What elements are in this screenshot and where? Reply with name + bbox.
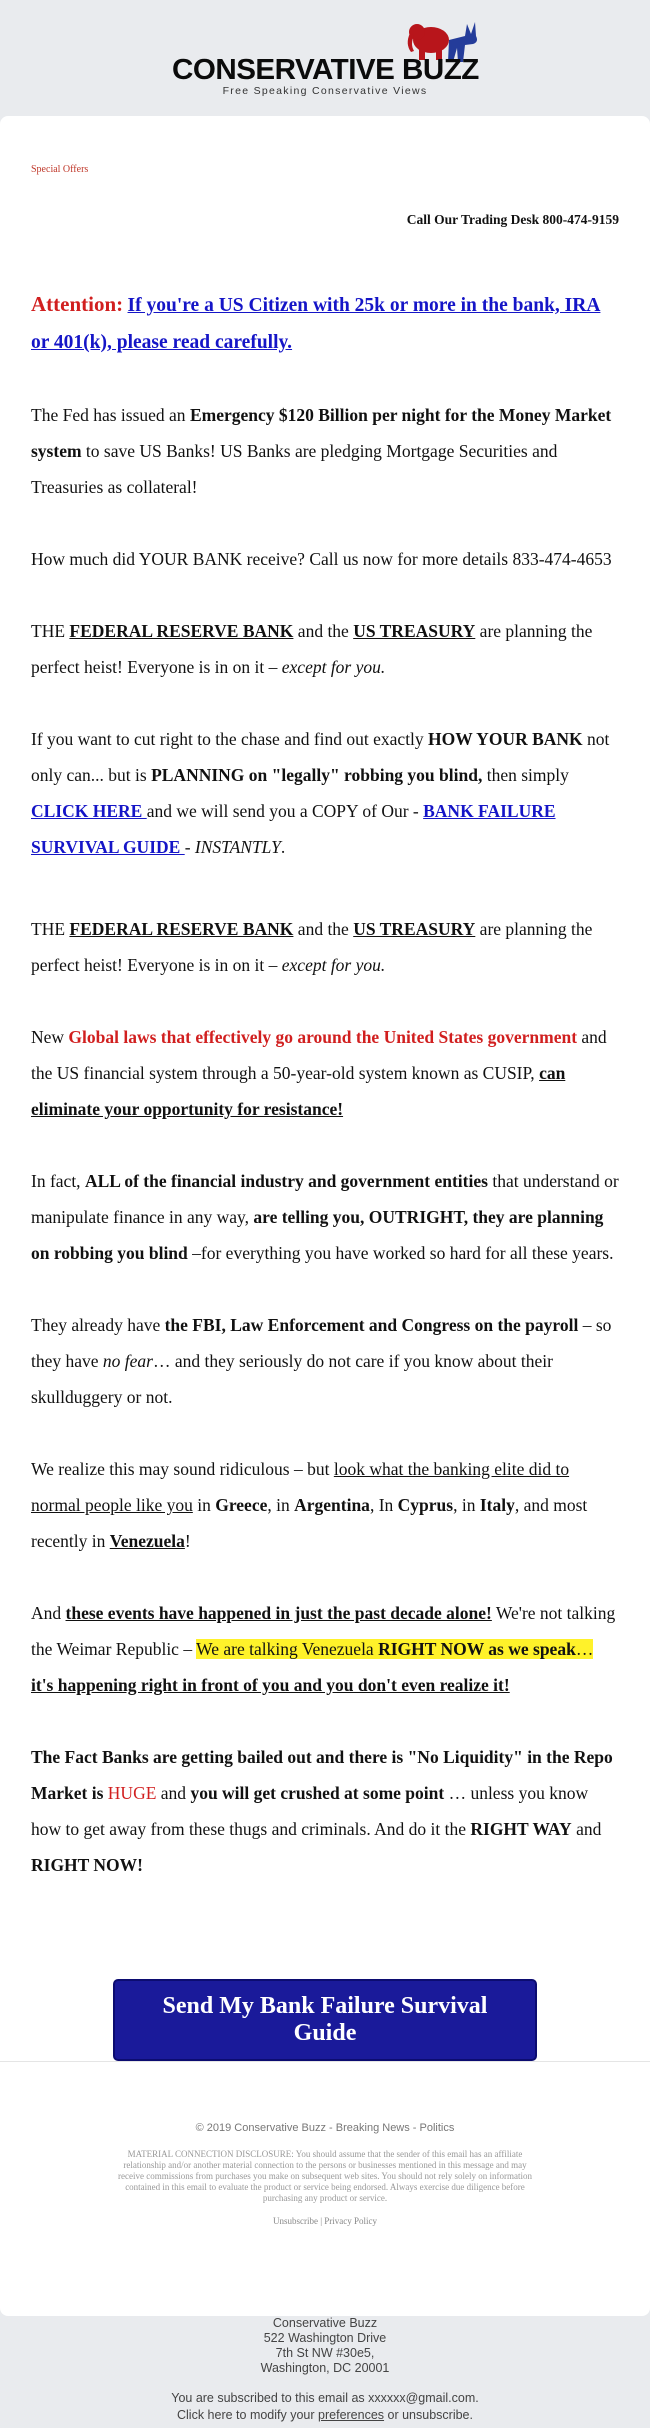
country: Venezuela — [109, 1531, 185, 1551]
text: … — [575, 1639, 594, 1659]
text: We are talking Venezuela — [196, 1639, 379, 1659]
address-line: Washington, DC 20001 — [260, 2361, 390, 2375]
text: and the — [293, 621, 354, 641]
emphasis: HOW YOUR BANK — [428, 729, 583, 749]
text: , in — [267, 1495, 295, 1515]
attention-paragraph — [31, 286, 620, 361]
text: – so they have — [31, 1315, 612, 1371]
unsubscribe-link[interactable]: Unsubscribe — [272, 2216, 318, 2226]
address-line: 522 Washington Drive — [263, 2331, 387, 2345]
text: or unsubscribe. — [384, 2408, 473, 2422]
text: to save US Banks! US Banks are pledging Mortgage Securities and Treasuries as collateral! — [31, 441, 558, 497]
text: We're not talking the Weimar Republic – — [31, 1603, 616, 1659]
email-card — [0, 116, 650, 2316]
emphasis: ALL of the financial industry and government entities — [84, 1171, 488, 1191]
address-line: Conservative Buzz — [272, 2316, 378, 2330]
text: that understand or manipulate finance in any way, — [31, 1171, 619, 1227]
text: are planning the perfect heist! Everyone is in on it – — [31, 919, 593, 975]
click-here-link[interactable]: CLICK HERE — [31, 801, 147, 821]
paragraph-bank-receive: How much did YOUR BANK receive? Call us now for more details 833-474-4653 — [31, 549, 612, 569]
paragraph-fed — [31, 397, 620, 505]
highlight — [196, 1639, 593, 1659]
emphasis: these events have happened in just the past decade alone! — [65, 1603, 492, 1623]
text: In fact, — [31, 1171, 85, 1191]
survival-guide-link[interactable]: BANK FAILURE SURVIVAL GUIDE — [31, 801, 556, 857]
paragraph-financial-industry — [31, 1163, 620, 1271]
text: are planning the perfect heist! Everyone is in on it – — [31, 621, 593, 677]
emphasis: Emergency $120 Billion per night for the Money Market system — [31, 405, 612, 461]
text: , in — [453, 1495, 480, 1515]
attention-label: Attention: — [31, 292, 124, 316]
text: –for everything you have worked so hard for all these years. — [187, 1243, 614, 1263]
country: Greece — [215, 1495, 268, 1515]
postal-address — [0, 2316, 650, 2376]
header-band — [0, 0, 650, 116]
emphasis: INSTANTLY — [194, 837, 281, 857]
emphasis-red: Global laws that effectively go around the United States government — [68, 1027, 578, 1047]
text: and we will send you a COPY of Our - — [146, 801, 424, 821]
text: . — [280, 837, 286, 857]
text: and the — [293, 919, 354, 939]
emphasis: except for you. — [281, 657, 386, 677]
logo[interactable] — [0, 16, 650, 99]
text: in — [192, 1495, 216, 1515]
preferences-line — [0, 2407, 650, 2424]
text: … unless you know how to get away from these thugs and criminals. And do it the — [31, 1783, 589, 1839]
emphasis: FEDERAL RESERVE BANK — [69, 919, 294, 939]
emphasis: can eliminate your opportunity for resistance! — [31, 1063, 566, 1119]
special-offers-label: Special Offers — [31, 164, 89, 175]
text: , and most recently in — [31, 1495, 588, 1551]
text: And — [31, 1603, 66, 1623]
text: If you want to cut right to the chase and find out exactly — [31, 729, 429, 749]
preferences-link[interactable]: preferences — [318, 2408, 385, 2422]
emphasis: RIGHT NOW as we speak — [378, 1639, 576, 1659]
subscription-info — [0, 2390, 650, 2424]
brand-name: CONSERVATIVE BUZZ — [171, 54, 479, 86]
emphasis: no fear — [102, 1351, 153, 1371]
divider — [0, 2061, 650, 2062]
trading-desk-phone: Call Our Trading Desk 800-474-9159 — [406, 212, 619, 227]
text: Click here to modify your — [177, 2408, 319, 2422]
text: and the US financial system through a 50-year-old system known as CUSIP, — [31, 1027, 607, 1083]
emphasis: it's happening right in front of you and you don't even realize it! — [31, 1675, 510, 1695]
text: The Fed has issued an — [31, 405, 190, 425]
emphasis: you will get crushed at some point — [190, 1783, 445, 1803]
text: and — [156, 1783, 191, 1803]
emphasis: FEDERAL RESERVE BANK — [69, 621, 294, 641]
paragraph-countries — [31, 1451, 620, 1559]
text: THE — [31, 919, 70, 939]
text: - — [184, 837, 195, 857]
paragraph-click-here — [31, 721, 620, 865]
emphasis: US TREASURY — [353, 621, 476, 641]
emphasis-red: HUGE — [107, 1783, 157, 1803]
emphasis: RIGHT WAY — [470, 1819, 572, 1839]
privacy-policy-link[interactable]: Privacy Policy — [324, 2216, 378, 2226]
text: New — [31, 1027, 69, 1047]
text: … and they seriously do not care if you know about their skullduggery or not. — [31, 1351, 553, 1407]
text: not only can... but is — [31, 729, 610, 785]
copyright: © 2019 Conservative Buzz - Breaking News - Politics — [195, 2122, 455, 2134]
country: Argentina — [294, 1495, 370, 1515]
text: THE — [31, 621, 70, 641]
emphasis: The Fact Banks are getting bailed out and there is "No Liquidity" in the Repo Market is — [31, 1747, 613, 1803]
emphasis: US TREASURY — [353, 919, 476, 939]
emphasis: are telling you, OUTRIGHT, they are planning on robbing you blind — [31, 1207, 604, 1263]
emphasis: PLANNING on "legally" robbing you blind, — [151, 765, 483, 785]
email-body — [31, 286, 620, 1919]
paragraph-global-laws — [31, 1019, 620, 1127]
emphasis: except for you. — [281, 955, 386, 975]
emphasis: the FBI, Law Enforcement and Congress on the payroll — [164, 1315, 579, 1335]
paragraph-fbi — [31, 1307, 620, 1415]
paragraph-bailout — [31, 1739, 620, 1883]
attention-link[interactable]: If you're a US Citizen with 25k or more in the bank, IRA or 401(k), please read carefully. — [31, 295, 601, 353]
text: ! — [184, 1531, 191, 1551]
text: We realize this may sound ridiculous – but — [31, 1459, 334, 1479]
cta-container — [0, 1979, 650, 2061]
address-line: 7th St NW #30e5, — [275, 2346, 375, 2360]
material-disclosure: MATERIAL CONNECTION DISCLOSURE: You should assume that the sender of this email has an affiliate relationship and/or another material connection to the persons or businesses mentioned in this message and may receive commissions from purchases you make on subsequent web sites. You should not rely solely on information contained in this email to evaluate the product or service being endorsed. Always exercise due diligence before purchasing any product or service. — [118, 2149, 532, 2203]
paragraph-heist-1 — [31, 613, 620, 685]
text: and — [571, 1819, 602, 1839]
country: Italy — [479, 1495, 515, 1515]
paragraph-past-decade — [31, 1595, 620, 1703]
separator: | — [320, 2216, 323, 2226]
text: They already have — [31, 1315, 165, 1335]
country: Cyprus — [397, 1495, 454, 1515]
text: then simply — [482, 765, 569, 785]
paragraph-heist-2 — [31, 911, 620, 983]
footer-links — [0, 2216, 650, 2226]
emphasis: look what the banking elite did to normal people like you — [31, 1459, 570, 1515]
text: , In — [369, 1495, 398, 1515]
emphasis: RIGHT NOW! — [31, 1855, 143, 1875]
send-guide-button[interactable]: Send My Bank Failure Survival Guide — [113, 1979, 537, 2061]
subscribed-email: You are subscribed to this email as xxxxxx@gmail.com. — [171, 2391, 479, 2405]
brand-tagline: Free Speaking Conservative Views — [222, 85, 428, 97]
